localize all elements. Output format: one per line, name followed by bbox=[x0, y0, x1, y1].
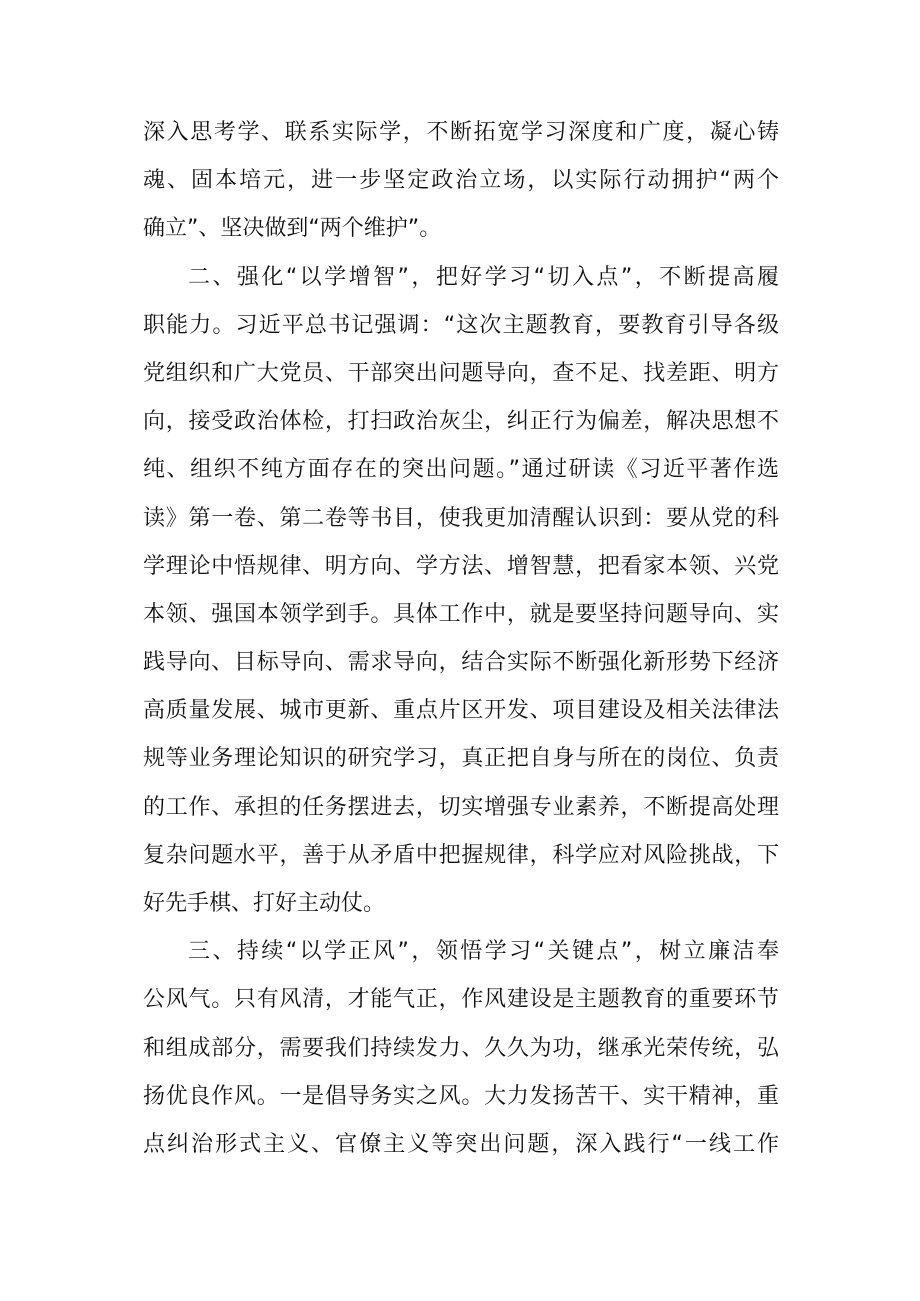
text-line: 点纠治形式主义、官僚主义等突出问题，深入践行“一线工作 bbox=[143, 1131, 779, 1157]
text-line: 公风气。只有风清，才能气正，作风建设是主题教育的重要环节 bbox=[143, 987, 779, 1013]
text-line: 深入思考学、联系实际学，不断拓宽学习深度和广度，凝心铸 bbox=[143, 120, 779, 145]
text-line: 规等业务理论知识的研究学习，真正把自身与所在的岗位、负责 bbox=[143, 746, 779, 772]
text-line: 扬优良作风。一是倡导务实之风。大力发扬苦干、实干精神，重 bbox=[143, 1083, 779, 1109]
text-line: 三、持续“以学正风”，领悟学习“关键点”，树立廉洁奉 bbox=[188, 939, 779, 965]
text-line: 向，接受政治体检，打扫政治灰尘，纠正行为偏差，解决思想不 bbox=[143, 409, 779, 435]
text-line: 职能力。习近平总书记强调：“这次主题教育，要教育引导各级 bbox=[143, 312, 779, 338]
text-line: 高质量发展、城市更新、重点片区开发、项目建设及相关法律法 bbox=[143, 698, 779, 724]
text-line: 确立”、坚决做到“两个维护”。 bbox=[143, 216, 442, 242]
text-line: 纯、组织不纯方面存在的突出问题。”通过研读《习近平著作选 bbox=[143, 457, 779, 483]
text-line: 的工作、承担的任务摆进去，切实增强专业素养，不断提高处理 bbox=[143, 794, 779, 820]
text-line: 好先手棋、打好主动仗。 bbox=[143, 891, 386, 916]
text-line: 魂、固本培元，进一步坚定政治立场，以实际行动拥护“两个 bbox=[143, 168, 779, 194]
text-line: 践导向、目标导向、需求导向，结合实际不断强化新形势下经济 bbox=[143, 650, 779, 676]
document-page bbox=[143, 109, 779, 1169]
text-line: 读》第一卷、第二卷等书目，使我更加清醒认识到：要从党的科 bbox=[143, 505, 779, 531]
text-line: 二、强化“以学增智”，把好学习“切入点”，不断提高履 bbox=[188, 264, 779, 290]
text-line: 本领、强国本领学到手。具体工作中，就是要坚持问题导向、实 bbox=[143, 601, 779, 627]
text-line: 和组成部分，需要我们持续发力、久久为功，继承光荣传统，弘 bbox=[143, 1035, 779, 1061]
text-line: 学理论中悟规律、明方向、学方法、增智慧，把看家本领、兴党 bbox=[143, 553, 779, 579]
text-line: 复杂问题水平，善于从矛盾中把握规律，科学应对风险挑战，下 bbox=[143, 842, 779, 868]
text-line: 党组织和广大党员、干部突出问题导向，查不足、找差距、明方 bbox=[143, 360, 779, 386]
